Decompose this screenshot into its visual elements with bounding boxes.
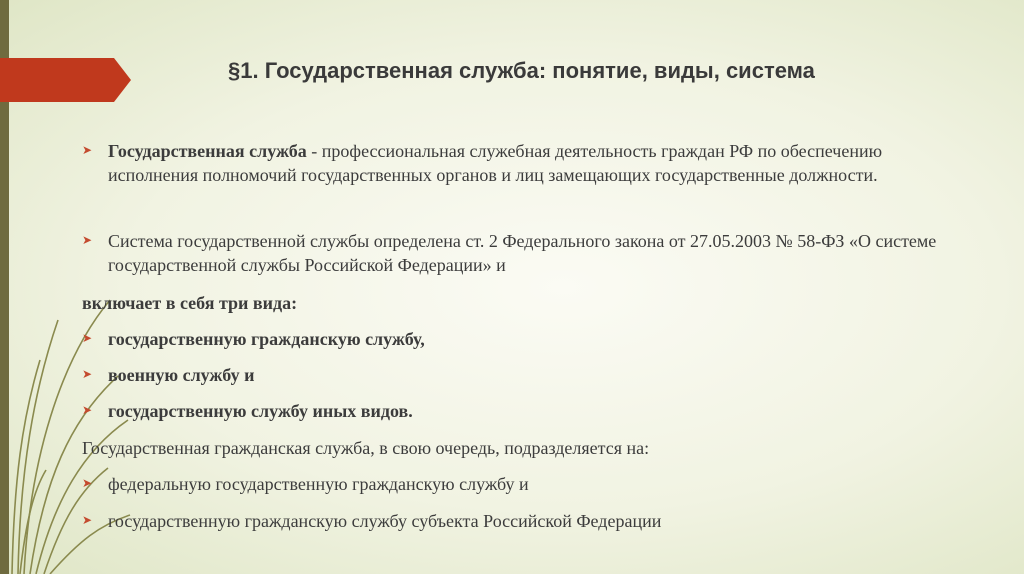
list-item [82, 229, 972, 277]
list-item [82, 363, 972, 387]
arrowhead-bullet-icon: ➤ [82, 476, 93, 490]
title-accent-arrow [0, 58, 131, 102]
list-item [82, 399, 972, 423]
list-item [82, 509, 972, 533]
list-item [82, 327, 972, 351]
list-item-text: военную службу и [108, 365, 255, 385]
section-line [82, 436, 972, 460]
list-item-text: государственную гражданскую службу субъекта Российской Федерации [108, 511, 662, 531]
arrowhead-bullet-icon: ➤ [82, 403, 93, 417]
arrowhead-bullet-icon: ➤ [82, 233, 93, 247]
list-item-text: Государственная гражданская служба, в свою очередь, подразделяется на: [82, 438, 650, 458]
list-item-text: государственную службу иных видов. [108, 401, 413, 421]
term-label: Государственная служба [108, 141, 307, 161]
arrowhead-bullet-icon: ➤ [82, 367, 93, 381]
arrowhead-bullet-icon: ➤ [82, 513, 93, 527]
list-item-text: включает в себя три вида: [82, 293, 298, 313]
section-line [82, 291, 972, 315]
list-item [82, 139, 972, 187]
arrowhead-bullet-icon: ➤ [82, 143, 93, 157]
list-item-text: Система государственной службы определена ст. 2 Федерального закона от 27.05.2003 № 58-ФЗ «О системе государственной службы Российской Федерации» и [108, 231, 937, 275]
list-item-text: федеральную государственную гражданскую службу и [108, 474, 529, 494]
list-item-text: - профессиональная служебная деятельность граждан РФ по обеспечению исполнения полномочий государственных органов и лиц замещающих государственные должности. [108, 141, 883, 185]
slide-title: §1. Государственная служба: понятие, виды, система [228, 58, 815, 83]
list-item [82, 472, 972, 496]
list-item-text: государственную гражданскую службу, [108, 329, 425, 349]
arrowhead-bullet-icon: ➤ [82, 331, 93, 345]
